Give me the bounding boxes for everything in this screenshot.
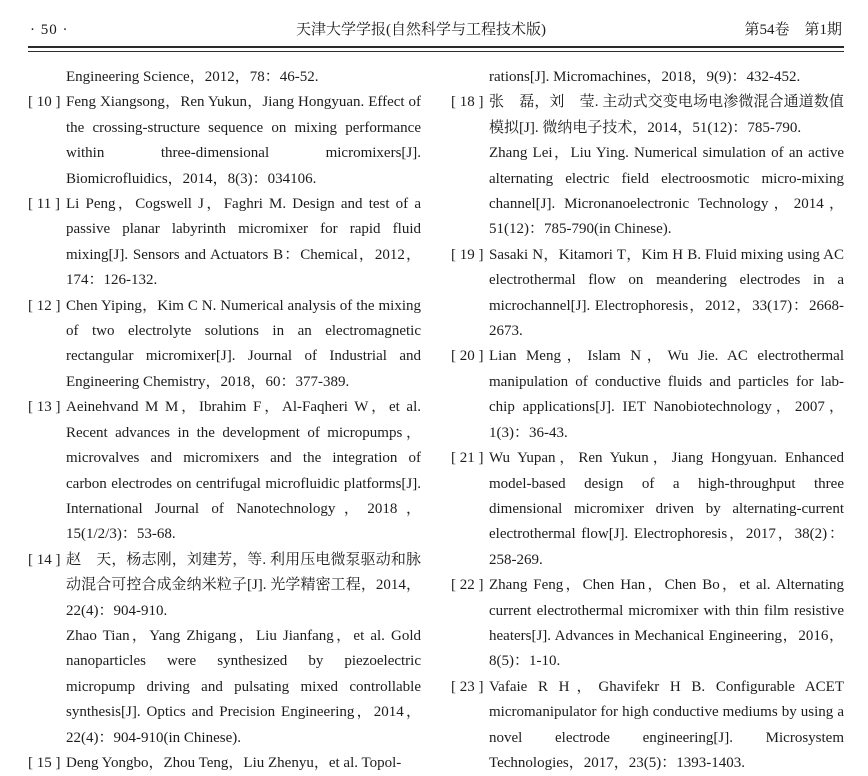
reference-item bbox=[451, 675, 844, 776]
references-columns bbox=[28, 65, 844, 776]
reference-label: [ 11 ] bbox=[28, 196, 60, 213]
reference-label: [ 12 ] bbox=[28, 297, 61, 314]
reference-label: [ 10 ] bbox=[28, 94, 61, 111]
reference-text: Deng Yongbo，Zhou Teng，Liu Zhenyu，et al. Topol- bbox=[66, 754, 402, 771]
page-number: · 50 · bbox=[30, 22, 69, 38]
page-header bbox=[28, 14, 844, 46]
reference-label: [ 21 ] bbox=[451, 450, 484, 467]
reference-item bbox=[451, 446, 844, 573]
reference-item bbox=[28, 294, 421, 396]
reference-item bbox=[28, 751, 421, 776]
reference-label: [ 18 ] bbox=[451, 94, 484, 111]
reference-item bbox=[28, 192, 421, 294]
reference-text: Engineering Science，2012，78：46-52. bbox=[66, 69, 319, 85]
reference-text: Aeinehvand M M，Ibrahim F，Al-Faqheri W，et al. Recent advances in the development of micropumps，microvalves and micromixers and the integration of carbon electrodes on centrifugal microfluidic platforms[J]. International Journal of Nanotechnology，2018，15(1/2/3)：53-68. bbox=[66, 399, 421, 543]
reference-label: [ 13 ] bbox=[28, 399, 61, 416]
reference-translation: Zhang Lei，Liu Ying. Numerical simulation of an active alternating electric field electroosmotic micro-mixing channel[J]. Micronanoelectronic Technology，2014，51(12)：785-790(in Chinese). bbox=[489, 145, 844, 238]
journal-title: 天津大学学报(自然科学与工程技术版) bbox=[296, 22, 546, 38]
reference-text: 赵 天，杨志刚，刘建芳，等. 利用压电微泵驱动和脉动混合可控合成金纳米粒子[J]. 光学精密工程，2014，22(4)：904-910. bbox=[66, 551, 421, 619]
reference-item bbox=[28, 548, 421, 751]
reference-text: Lian Meng，Islam N，Wu Jie. AC electrothermal manipulation of conductive fluids and particles for lab-chip applications[J]. IET Nanobiotechnology，2007，1(3)：36-43. bbox=[489, 348, 844, 441]
reference-item bbox=[28, 65, 421, 90]
reference-label: [ 23 ] bbox=[451, 678, 484, 695]
reference-text: Zhang Feng，Chen Han，Chen Bo，et al. Alternating current electrothermal micromixer with thin film resistive heaters[J]. Advances in Mechanical Engineering，2016，8(5)：1-10. bbox=[489, 577, 844, 670]
reference-text: rations[J]. Micromachines，2018，9(9)：432-452. bbox=[489, 69, 801, 85]
reference-text: 张 磊，刘 莹. 主动式交变电场电渗微混合通道数值模拟[J]. 微纳电子技术，2014，51(12)：785-790. bbox=[489, 94, 844, 136]
reference-label: [ 20 ] bbox=[451, 348, 484, 365]
reference-text: Feng Xiangsong，Ren Yukun，Jiang Hongyuan. Effect of the crossing-structure sequence on mixing performance within three-dimensional micromixers[J]. Biomicrofluidics，2014，8(3)：034106. bbox=[66, 94, 421, 187]
reference-item bbox=[28, 90, 421, 192]
reference-item bbox=[451, 573, 844, 675]
reference-text: Vafaie R H，Ghavifekr H B. Configurable ACET micromanipulator for high conductive mediums by using a novel electrode engineering[J]. Microsystem Technologies，2017，23(5)：1393-1403. bbox=[489, 678, 844, 771]
reference-label: [ 22 ] bbox=[451, 577, 484, 594]
right-column bbox=[451, 65, 844, 776]
volume-issue: 第54卷 第1期 bbox=[744, 22, 842, 38]
reference-label: [ 15 ] bbox=[28, 754, 61, 771]
reference-item bbox=[28, 395, 421, 547]
header-divider bbox=[28, 46, 844, 52]
reference-text: Chen Yiping，Kim C N. Numerical analysis of the mixing of two electrolyte solutions in an electromagnetic rectangular micromixer[J]. Journal of Industrial and Engineering Chemistry，2018，60：377-389. bbox=[66, 297, 421, 390]
reference-text: Li Peng，Cogswell J，Faghri M. Design and test of a passive planar labyrinth micromixer for rapid fluid mixing[J]. Sensors and Actuators B：Chemical，2012，174：126-132. bbox=[66, 196, 421, 289]
reference-translation: Zhao Tian，Yang Zhigang，Liu Jianfang，et al. Gold nanoparticles were synthesized by piezoelectric micropump driving and pulsating mixed controllable synthesis[J]. Optics and Precision Engineering，2014，22(4)：904-910(in Chinese). bbox=[66, 627, 421, 746]
reference-text: Wu Yupan，Ren Yukun，Jiang Hongyuan. Enhanced model-based design of a high-throughput three dimensional micromixer driven by alternating-current electrothermal flow[J]. Electrophoresis，2017，38(2)：258-269. bbox=[489, 450, 844, 568]
reference-label: [ 19 ] bbox=[451, 246, 484, 263]
reference-item bbox=[451, 243, 844, 345]
reference-item bbox=[451, 65, 844, 90]
reference-text: Sasaki N，Kitamori T，Kim H B. Fluid mixing using AC electrothermal flow on meandering electrodes in a microchannel[J]. Electrophoresis，2012，33(17)：2668-2673. bbox=[489, 246, 844, 340]
reference-item bbox=[451, 344, 844, 446]
left-column bbox=[28, 65, 421, 776]
reference-item bbox=[451, 90, 844, 242]
reference-label: [ 14 ] bbox=[28, 551, 61, 568]
